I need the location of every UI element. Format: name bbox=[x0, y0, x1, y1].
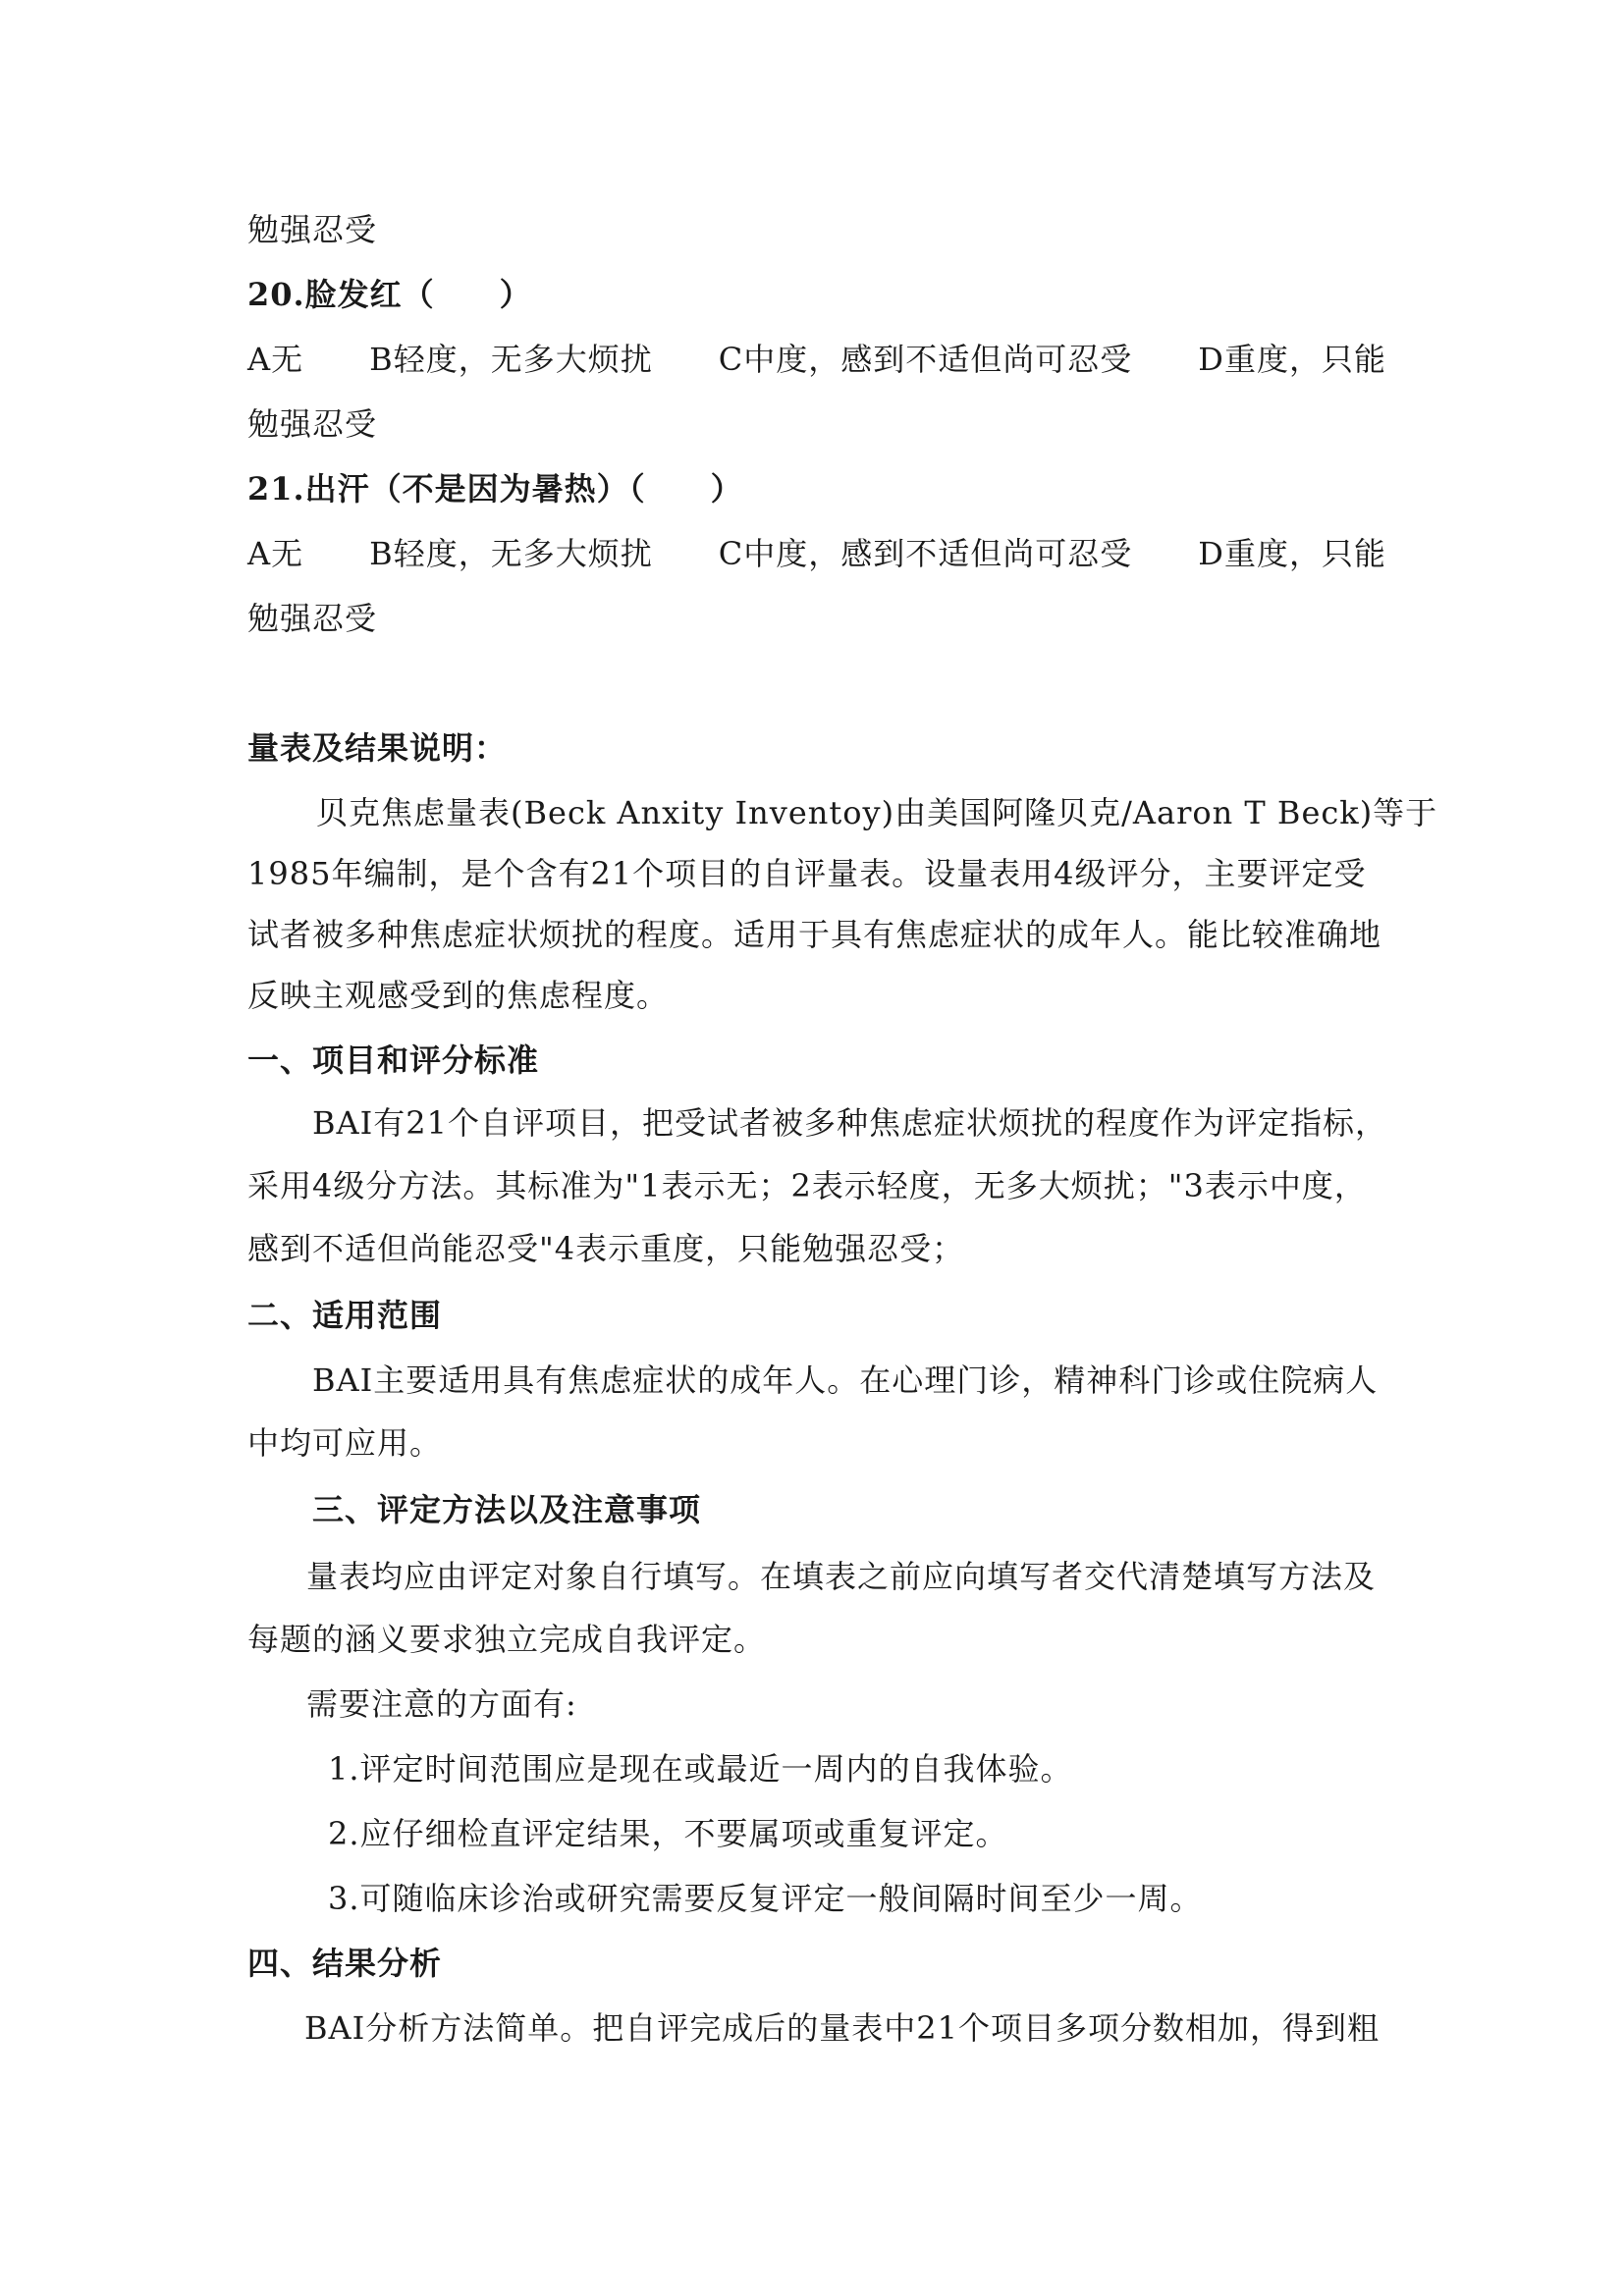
paragraph-line: 采用4级分方法。其标准为"1表示无；2表示轻度，无多大烦扰；"3表示中度， bbox=[247, 1167, 1367, 1204]
paragraph-line: 中均可应用。 bbox=[247, 1424, 443, 1462]
section-1-heading: 一、项目和评分标准 bbox=[247, 1041, 540, 1079]
explain-heading: 量表及结果说明： bbox=[247, 729, 508, 767]
option-c: C中度，感到不适但尚可忍受 bbox=[718, 535, 1133, 572]
question-20-option-wrap: 勉强忍受 bbox=[247, 405, 378, 443]
note-item: 3.可随临床诊治或研究需要反复评定一般间隔时间至少一周。 bbox=[328, 1880, 1203, 1917]
paragraph-line: 1985年编制，是个含有21个项目的自评量表。设量表用4级评分，主要评定受 bbox=[247, 855, 1367, 892]
option-b: B轻度，无多大烦扰 bbox=[369, 535, 653, 572]
paragraph-line: 试者被多种焦虑症状烦扰的程度。适用于具有焦虑症状的成年人。能比较准确地 bbox=[247, 916, 1382, 953]
option-d: D重度，只能 bbox=[1198, 341, 1386, 378]
paragraph-line: BAI主要适用具有焦虑症状的成年人。在心理门诊，精神科门诊或住院病人 bbox=[312, 1362, 1379, 1399]
notes-intro: 需要注意的方面有: bbox=[306, 1685, 577, 1723]
note-item: 1.评定时间范围应是现在或最近一周内的自我体验。 bbox=[328, 1750, 1073, 1788]
option-a: A无 bbox=[247, 341, 304, 378]
option-c: C中度，感到不适但尚可忍受 bbox=[718, 341, 1133, 378]
question-21-options bbox=[247, 532, 1386, 575]
paragraph-line: 量表均应由评定对象自行填写。在填表之前应向填写者交代清楚填写方法及 bbox=[306, 1558, 1377, 1595]
section-4-heading: 四、结果分析 bbox=[247, 1945, 443, 1982]
paragraph-line: 反映主观感受到的焦虑程度。 bbox=[247, 977, 670, 1014]
question-21-title: 21.出汗（不是因为暑热）（ ） bbox=[247, 470, 743, 507]
question-20-options bbox=[247, 338, 1386, 381]
paragraph-line: BAI分析方法简单。把自评完成后的量表中21个项目多项分数相加，得到粗 bbox=[304, 2009, 1380, 2047]
option-a: A无 bbox=[247, 535, 304, 572]
section-2-heading: 二、适用范围 bbox=[247, 1297, 443, 1334]
paragraph-line: 每题的涵义要求独立完成自我评定。 bbox=[247, 1621, 767, 1658]
paragraph-line: 感到不适但尚能忍受"4表示重度，只能勉强忍受； bbox=[247, 1230, 965, 1267]
question-21-option-wrap: 勉强忍受 bbox=[247, 600, 378, 637]
continued-text: 勉强忍受 bbox=[247, 211, 378, 248]
option-d: D重度，只能 bbox=[1198, 535, 1386, 572]
question-20-title: 20.脸发红（ ） bbox=[247, 276, 532, 313]
note-item: 2.应仔细检直评定结果，不要属项或重复评定。 bbox=[328, 1815, 1008, 1852]
paragraph-line: BAI有21个自评项目，把受试者被多种焦虑症状烦扰的程度作为评定指标， bbox=[312, 1104, 1387, 1142]
option-b: B轻度，无多大烦扰 bbox=[369, 341, 653, 378]
section-3-heading: 三、评定方法以及注意事项 bbox=[312, 1491, 702, 1528]
paragraph-line: 贝克焦虑量表(Beck Anxity Inventoy)由美国阿隆贝克/Aaron T Beck)等于 bbox=[316, 794, 1438, 831]
